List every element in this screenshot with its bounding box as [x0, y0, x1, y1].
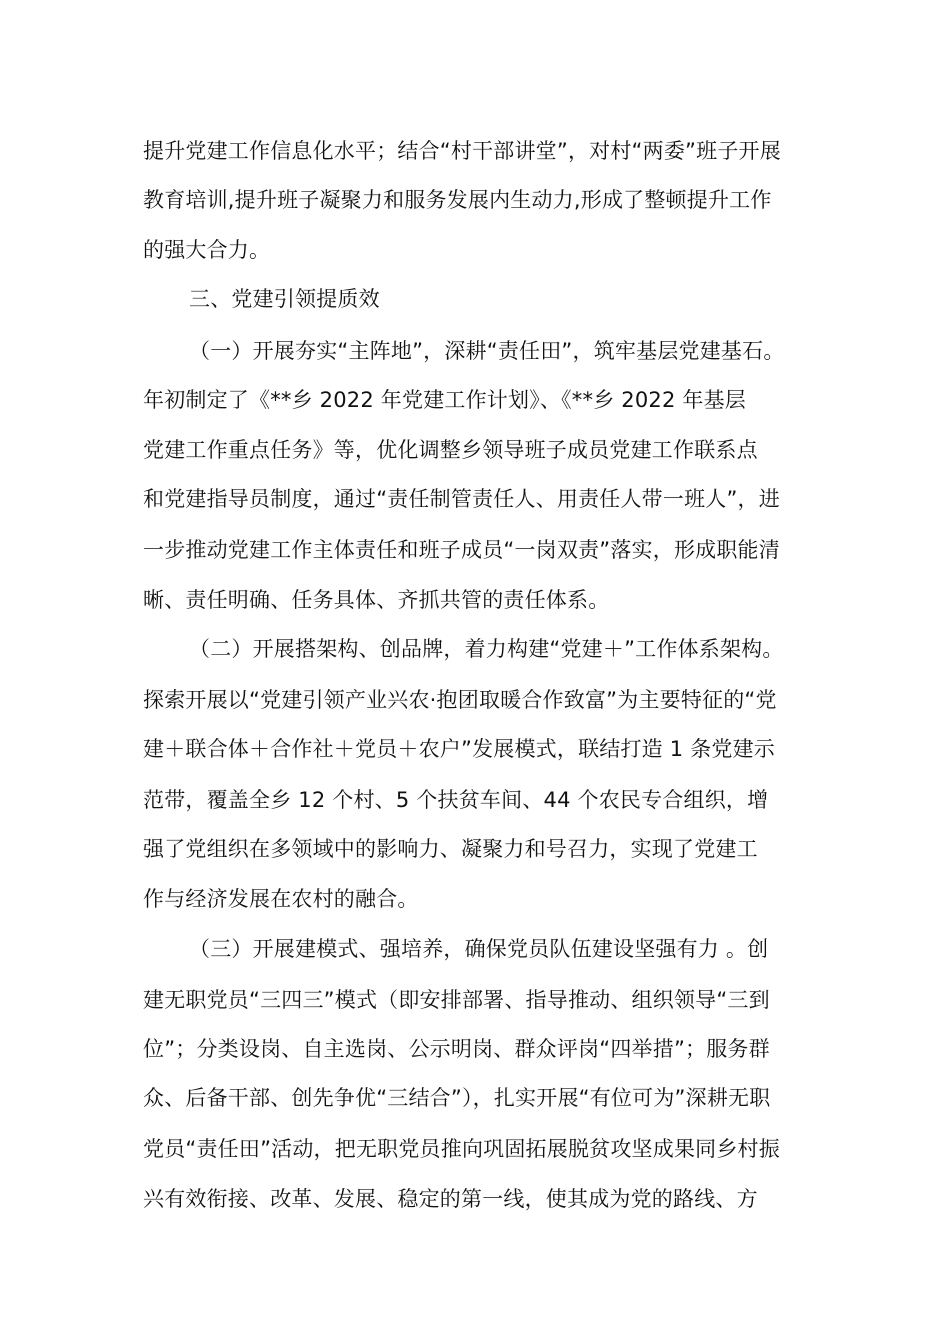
paragraph-line: 范带，覆盖全乡 12 个村、5 个扶贫车间、44 个农民专合组织，增 — [143, 788, 769, 812]
paragraph-line: 晰、责任明确、任务具体、齐抓共管的责任体系。 — [143, 588, 610, 612]
paragraph-line: 兴有效衔接、改革、发展、稳定的第一线，使其成为党的路线、方 — [143, 1187, 758, 1211]
paragraph-line: 年初制定了《**乡 2022 年党建工作计划》、《**乡 2022 年基层 — [143, 388, 746, 412]
paragraph-line: 党建工作重点任务》等，优化调整乡领导班子成员党建工作联系点 — [143, 438, 758, 462]
paragraph-line: 强了党组织在多领域中的影响力、凝聚力和号召力，实现了党建工 — [143, 837, 758, 861]
paragraph-line: 众、后备干部、创先争优“三结合”），扎实开展“有位可为”深耕无职 — [143, 1086, 771, 1110]
paragraph-line: 党员“责任田”活动，把无职党员推向巩固拓展脱贫攻坚成果同乡村振 — [143, 1137, 780, 1161]
paragraph-line: 建＋联合体＋合作社＋党员＋农户”发展模式，联结打造 1 条党建示 — [143, 737, 775, 761]
paragraph-line: （三）开展建模式、强培养，确保党员队伍建设坚强有力 。创 — [189, 937, 769, 961]
paragraph-line: 位”；分类设岗、自主选岗、公示明岗、群众评岗“四举措”；服务群 — [143, 1037, 770, 1061]
paragraph-line: （二）开展搭架构、创品牌，着力构建“党建＋”工作体系架构。 — [189, 637, 784, 661]
section-heading: 三、党建引领提质效 — [189, 287, 380, 311]
paragraph-line: 建无职党员“三四三”模式（即安排部署、指导推动、组织领导“三到 — [143, 988, 770, 1012]
paragraph-line: 提升党建工作信息化水平；结合“村干部讲堂”，对村“两委”班子开展 — [143, 139, 781, 163]
paragraph-line: 教育培训,提升班子凝聚力和服务发展内生动力,形成了整顿提升工作 — [143, 188, 772, 212]
paragraph-line: 作与经济发展在农村的融合。 — [143, 887, 419, 911]
paragraph-line: 探索开展以“党建引领产业兴农·抱团取暖合作致富”为主要特征的“党 — [143, 688, 777, 712]
paragraph-line: （一）开展夯实“主阵地”，深耕“责任田”，筑牢基层党建基石。 — [189, 339, 785, 363]
paragraph-line: 和党建指导员制度，通过“责任制管责任人、用责任人带一班人”，进 — [143, 487, 780, 511]
paragraph-line: 一步推动党建工作主体责任和班子成员“一岗双责”落实，形成职能清 — [143, 538, 780, 562]
paragraph-line: 的强大合力。 — [143, 238, 271, 262]
